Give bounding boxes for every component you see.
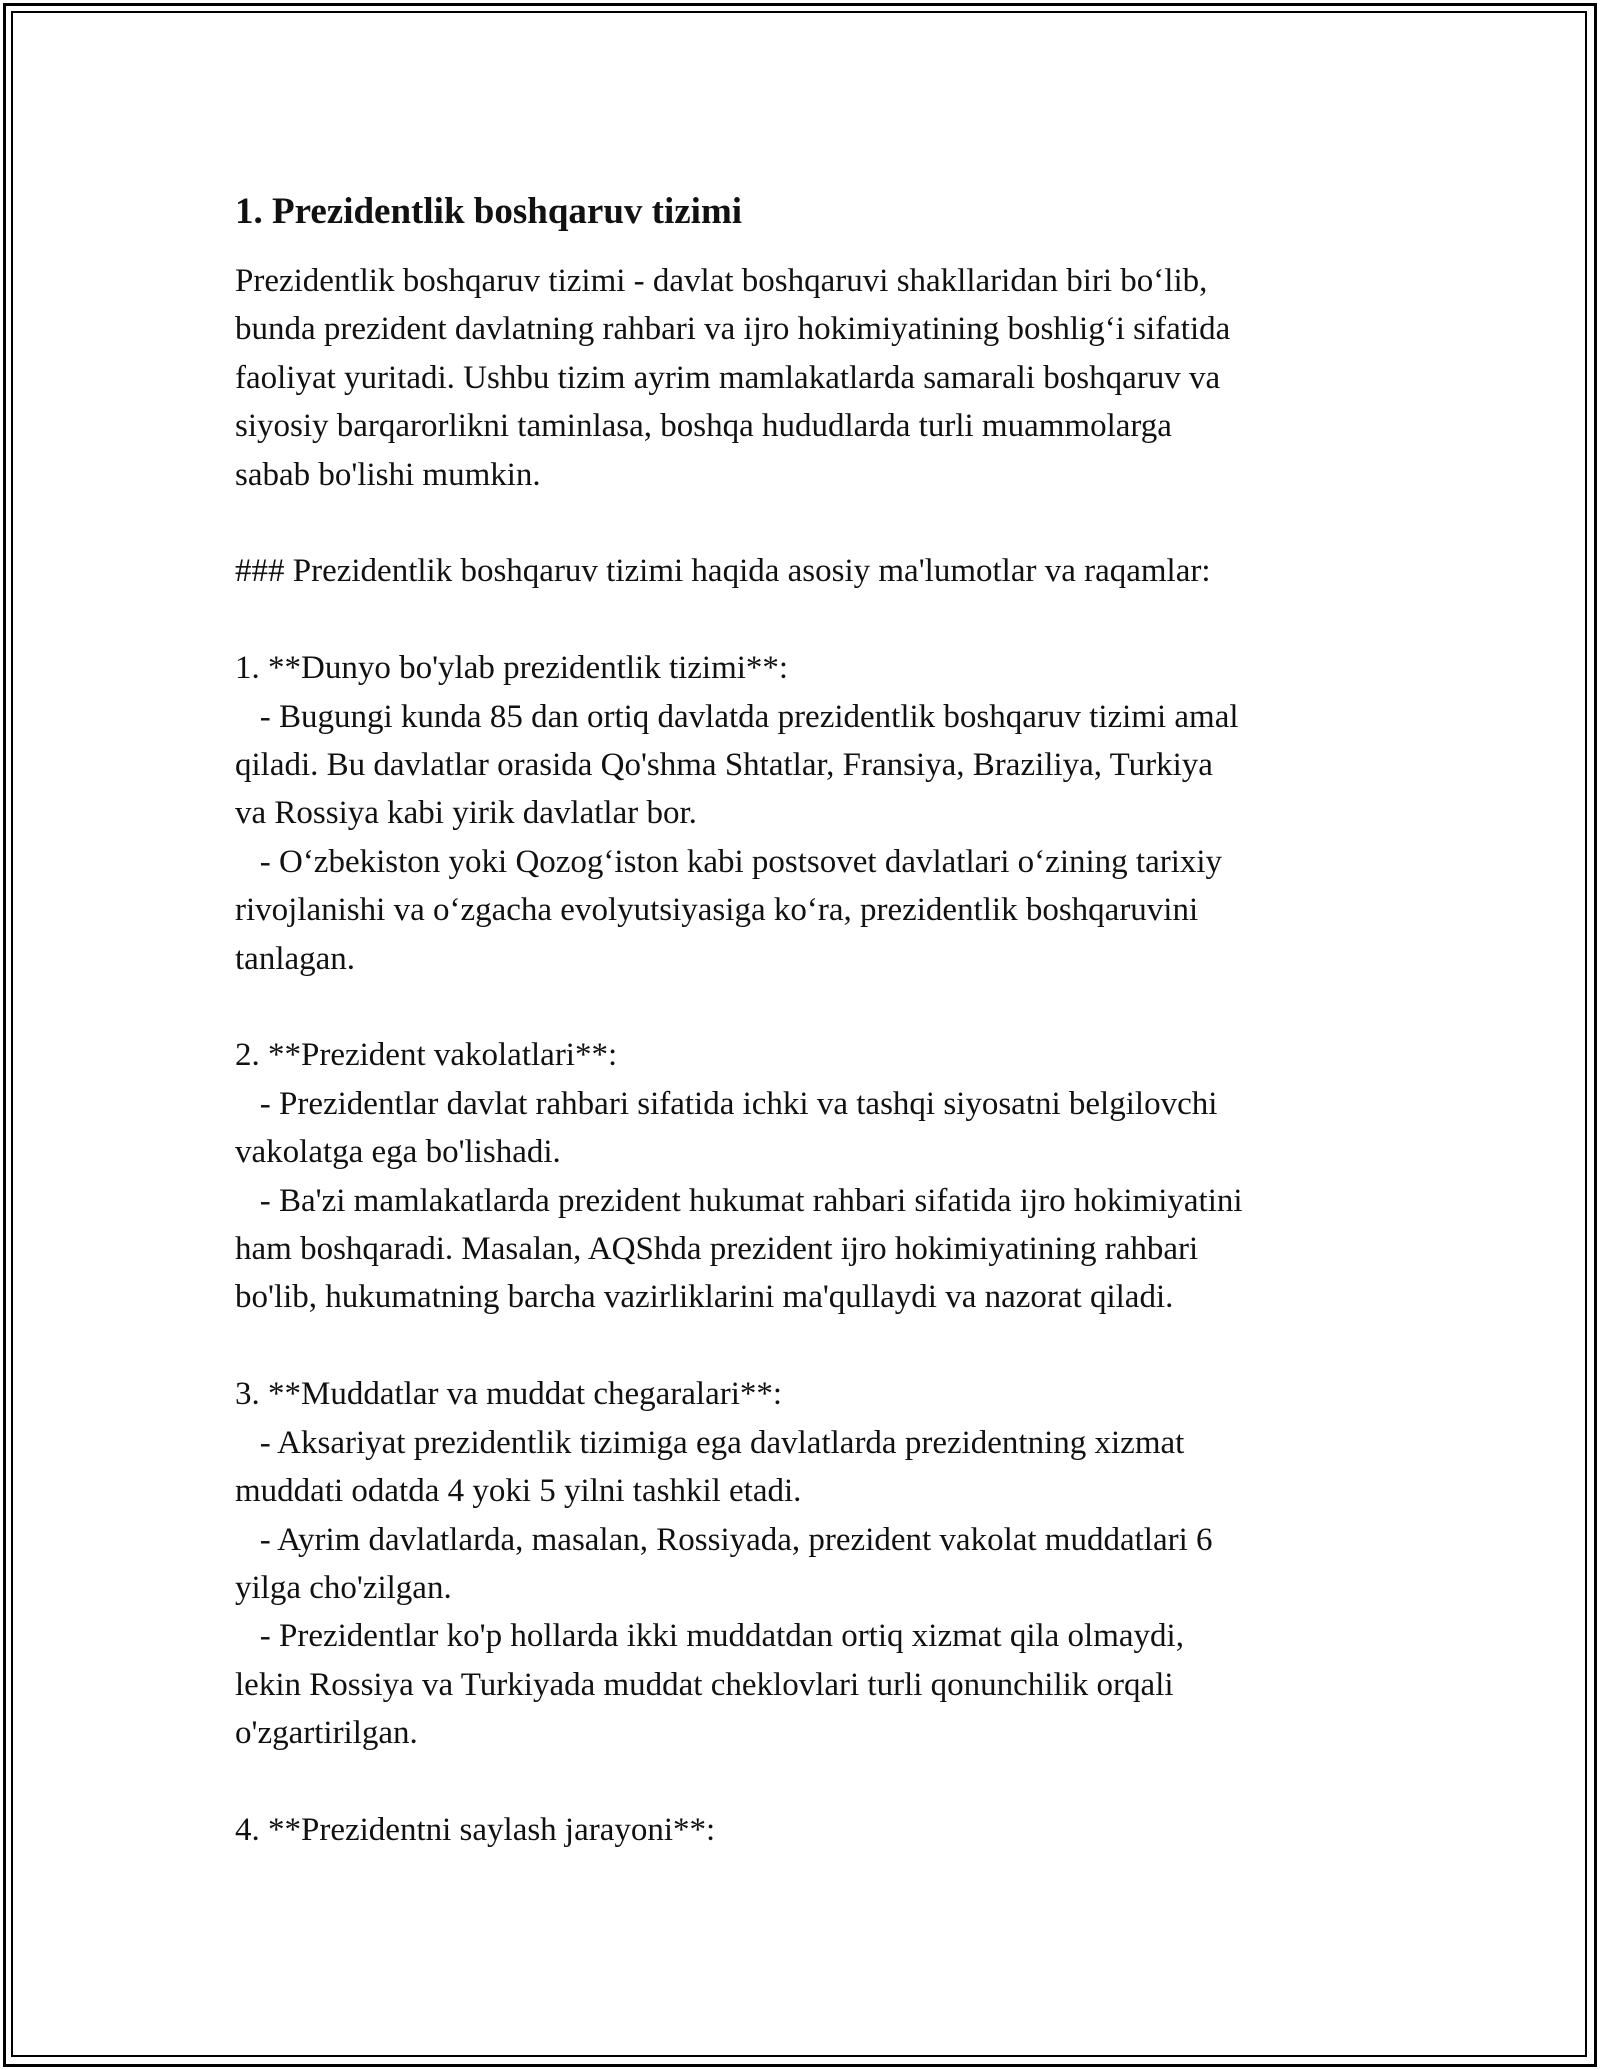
text-line: bo'lib, hukumatning barcha vazirliklarini ma'qullaydi va nazorat qiladi.: [235, 1279, 1174, 1316]
blank-line: [235, 1322, 1395, 1370]
document-title: 1. Prezidentlik boshqaruv tizimi: [235, 191, 743, 232]
section-term-limits: [235, 1370, 1395, 1757]
text-line: qiladi. Bu davlatlar orasida Qo'shma Shtatlar, Fransiya, Braziliya, Turkiya: [235, 747, 1213, 784]
text-line: - Ayrim davlatlarda, masalan, Rossiyada, prezident vakolat muddatlari 6: [235, 1521, 1213, 1558]
section-election-process: [235, 1806, 1395, 1854]
text-line: bunda prezident davlatning rahbari va ijro hokimiyatining boshlig‘i sifatida: [235, 311, 1231, 348]
section-heading: 4. **Prezidentni saylash jarayoni**:: [235, 1811, 716, 1848]
text-line: vakolatga ega bo'lishadi.: [235, 1134, 561, 1171]
section-heading: 1. **Dunyo bo'ylab prezidentlik tizimi**:: [235, 650, 789, 687]
subheading: ### Prezidentlik boshqaruv tizimi haqida asosiy ma'lumotlar va raqamlar:: [235, 553, 1211, 590]
text-line: faoliyat yuritadi. Ushbu tizim ayrim mamlakatlarda samarali boshqaruv va: [235, 359, 1221, 396]
document-body: [235, 186, 1395, 1854]
blank-line: [235, 596, 1395, 644]
section-heading: 3. **Muddatlar va muddat chegaralari**:: [235, 1376, 783, 1413]
blank-line: [235, 1758, 1395, 1806]
text-line: muddati odatda 4 yoki 5 yilni tashkil etadi.: [235, 1473, 802, 1510]
text-line: yilga cho'zilgan.: [235, 1569, 452, 1606]
text-line: sabab bo'lishi mumkin.: [235, 456, 541, 493]
section-world-presidential-system: [235, 644, 1395, 983]
text-line: va Rossiya kabi yirik davlatlar bor.: [235, 795, 697, 832]
text-line: rivojlanishi va o‘zgacha evolyutsiyasiga ko‘ra, prezidentlik boshqaruvini: [235, 892, 1199, 929]
text-line: ham boshqaradi. Masalan, AQShda prezident ijro hokimiyatining rahbari: [235, 1231, 1199, 1268]
text-line: tanlagan.: [235, 940, 356, 977]
section-heading: 2. **Prezident vakolatlari**:: [235, 1037, 618, 1074]
text-line: lekin Rossiya va Turkiyada muddat cheklovlari turli qonunchilik orqali: [235, 1666, 1174, 1703]
blank-line: [235, 983, 1395, 1031]
text-line: - Aksariyat prezidentlik tizimiga ega davlatlarda prezidentning xizmat: [235, 1424, 1185, 1461]
text-line: siyosiy barqarorlikni taminlasa, boshqa hududlarda turli muammolarga: [235, 408, 1172, 445]
text-line: o'zgartirilgan.: [235, 1715, 418, 1752]
text-line: - Ba'zi mamlakatlarda prezident hukumat rahbari sifatida ijro hokimiyatini: [235, 1182, 1243, 1219]
text-line: - O‘zbekiston yoki Qozog‘iston kabi postsovet davlatlari o‘zining tarixiy: [235, 843, 1223, 880]
section-president-powers: [235, 1031, 1395, 1321]
text-line: - Prezidentlar davlat rahbari sifatida ichki va tashqi siyosatni belgilovchi: [235, 1085, 1218, 1122]
text-line: Prezidentlik boshqaruv tizimi - davlat boshqaruvi shakllaridan biri bo‘lib,: [235, 263, 1208, 299]
intro-paragraph: [235, 257, 1395, 499]
text-line: - Prezidentlar ko'p hollarda ikki muddatdan ortiq xizmat qila olmaydi,: [235, 1618, 1184, 1655]
blank-line: [235, 499, 1395, 547]
text-line: - Bugungi kunda 85 dan ortiq davlatda prezidentlik boshqaruv tizimi amal: [235, 698, 1239, 735]
